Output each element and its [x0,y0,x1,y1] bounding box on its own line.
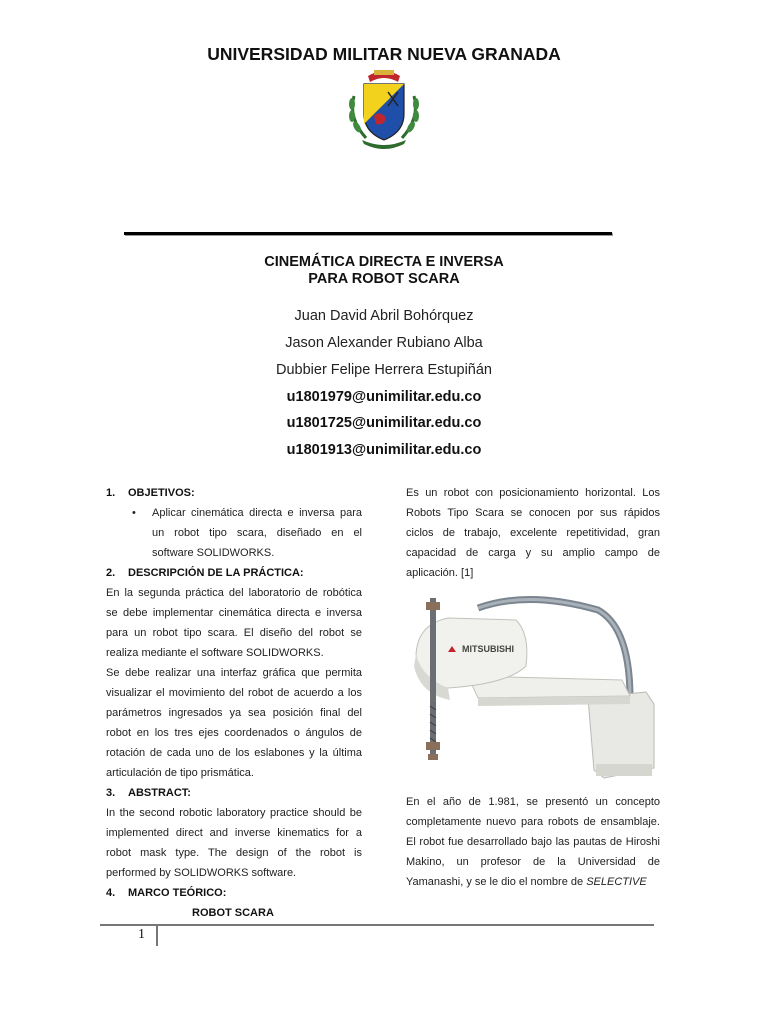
footer-rule [100,924,654,926]
section-marco-heading: 4. MARCO TEÓRICO: [106,887,227,899]
university-crest-icon [344,66,424,150]
descripcion-paragraph-2: Se debe realizar una interfaz gráfica que permita visualizar el movimiento del robot de acuerdo a los parámetros ingresados ya sea posición final del robot en los tres ejes coordenados o ángulos de rotación de cada uno de los eslabones y la última articulación de tipo prismática. [106,667,362,779]
title-line-1: CINEMÁTICA DIRECTA E INVERSA [264,254,504,270]
scara-intro-paragraph: Es un robot con posicionamiento horizontal. Los Robots Tipo Scara se conocen por sus rápidos ciclos de trabajo, excelente repetitividad, gran capacidad de carga y su amplio campo de aplicación. [1] [406,487,660,579]
email-1[interactable]: u1801979@unimilitar.edu.co [286,389,482,405]
university-name: UNIVERSIDAD MILITAR NUEVA GRANADA [207,44,561,64]
history-paragraph: En el año de 1.981, se presentó un concepto completamente nuevo para robots de ensamblaje. El robot fue desarrollado bajo las pautas de Hiroshi Makino, un profesor de la Universidad de Yamanashi, y se le dio el nombre de SELECTIVE [406,796,660,888]
robot-brand-label: MITSUBISHI [462,644,515,654]
subsection-robot-scara: ROBOT SCARA [192,907,274,919]
scara-robot-image [408,588,658,784]
abstract-paragraph: In the second robotic laboratory practice should be implemented direct and inverse kinematics for a robot mask type. The design of the robot is performed by SOLIDWORKS software. [106,807,362,879]
left-column [106,483,362,923]
section-descripcion-heading: 2. DESCRIPCIÓN DE LA PRÁCTICA: [106,567,304,579]
author-3: Dubbier Felipe Herrera Estupiñán [276,362,492,378]
paper-title [0,254,768,288]
page-number: 1 [138,927,145,942]
section-abstract-heading: 3. ABSTRACT: [106,787,191,799]
author-1: Juan David Abril Bohórquez [294,308,474,324]
title-line-2: PARA ROBOT SCARA [308,271,460,287]
right-column-top [406,483,660,583]
objetivos-bullet: • Aplicar cinemática directa e inversa para un robot tipo scara, diseñado en el software SOLIDWORKS. [132,507,362,559]
right-column-bottom [406,792,660,892]
selective-italic: SELECTIVE [586,876,647,888]
section-objetivos-heading: 1. OBJETIVOS: [106,487,195,499]
email-2[interactable]: u1801725@unimilitar.edu.co [286,415,482,431]
footer-divider [156,924,158,946]
email-3[interactable]: u1801913@unimilitar.edu.co [286,442,482,458]
header-rule [124,232,612,235]
descripcion-paragraph-1: En la segunda práctica del laboratorio de robótica se debe implementar cinemática directa e inversa para un robot tipo scara. El diseño del robot se realiza mediante el software SOLIDWORKS. [106,587,362,659]
author-2: Jason Alexander Rubiano Alba [285,335,483,351]
